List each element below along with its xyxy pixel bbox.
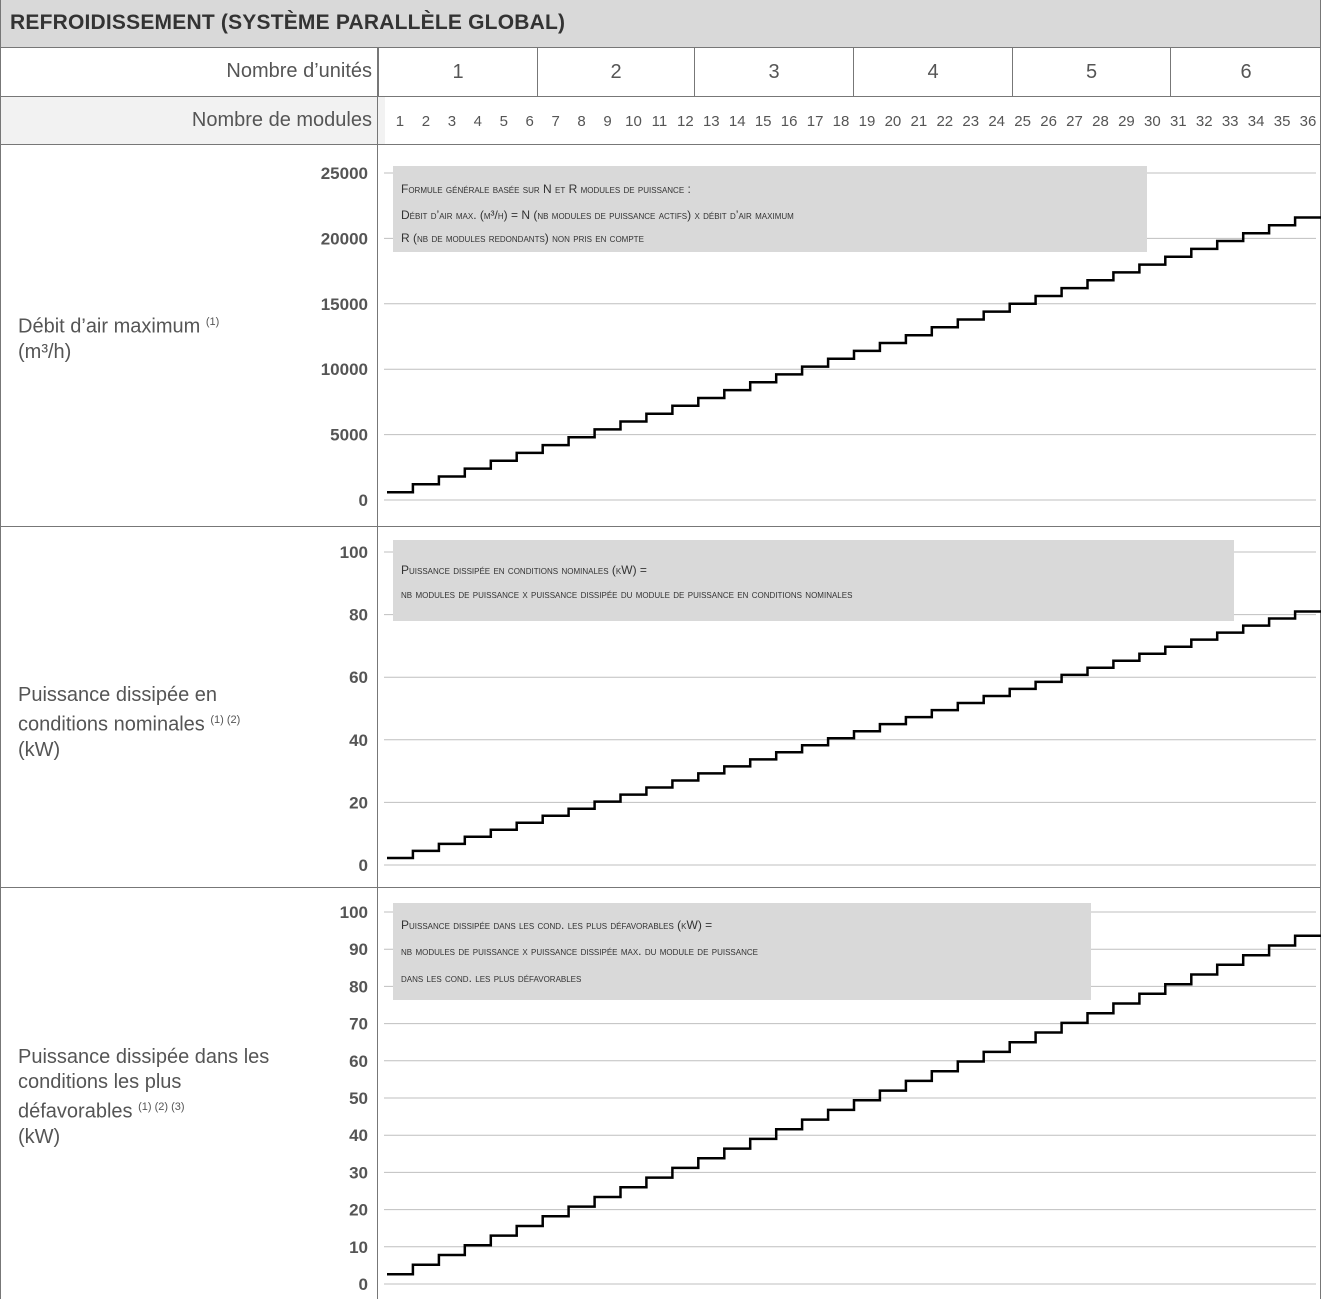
chart-panel-3: [340, 903, 1321, 1294]
module-number-35: 35: [1273, 113, 1291, 130]
airflow-label-line2: (m³/h): [18, 340, 72, 363]
y-tick-label: 40: [349, 1126, 368, 1146]
y-tick-label: 0: [358, 1275, 368, 1294]
y-tick-label: 0: [358, 856, 368, 875]
module-number-26: 26: [1040, 113, 1057, 130]
module-number-15: 15: [754, 113, 772, 130]
y-tick-label: 60: [349, 1051, 368, 1071]
nominal-label-line2: conditions nominales: [18, 713, 205, 736]
unit-cell-6: 6: [1170, 48, 1321, 96]
y-tick-label: 60: [349, 668, 368, 688]
module-number-27: 27: [1066, 113, 1083, 130]
airflow-label-line1: Débit d’air maximum: [18, 315, 201, 338]
formula-box: [393, 540, 1234, 621]
nominal-label-line1: Puissance dissipée en: [18, 684, 218, 706]
module-number-24: 24: [988, 113, 1006, 130]
unit-cell-5: 5: [1012, 48, 1170, 96]
y-tick-label: 100: [339, 903, 368, 922]
module-number-34: 34: [1247, 113, 1265, 130]
y-tick-label: 10000: [320, 360, 368, 380]
unit-cell-3: 3: [694, 48, 853, 96]
module-number-23: 23: [962, 113, 980, 130]
module-number-32: 32: [1195, 113, 1213, 130]
y-tick-label: 10: [349, 1237, 368, 1257]
table-title: REFROIDISSEMENT (SYSTÈME PARALLÈLE GLOBAL): [10, 11, 566, 34]
formula-line: Formule générale basée sur N et R modules de puissance :: [401, 182, 691, 196]
module-number-30: 30: [1144, 113, 1161, 130]
module-number-6: 6: [525, 113, 534, 130]
module-number-13: 13: [702, 113, 720, 130]
module-number-10: 10: [625, 113, 642, 130]
module-number-4: 4: [473, 113, 482, 130]
worst-label-line2: conditions les plus: [18, 1071, 182, 1093]
module-number-14: 14: [728, 113, 746, 130]
module-number-17: 17: [806, 113, 824, 130]
units-row-label: Nombre d’unités: [226, 60, 372, 82]
y-tick-label: 20: [349, 793, 368, 813]
step-series-line: [387, 218, 1321, 493]
module-number-18: 18: [832, 113, 850, 130]
y-tick-label: 20: [349, 1200, 368, 1220]
y-tick-label: 80: [349, 605, 368, 625]
modules-row-label: Nombre de modules: [191, 109, 372, 131]
y-tick-label: 0: [358, 491, 368, 510]
module-number-9: 9: [603, 113, 612, 130]
y-tick-label: 70: [349, 1014, 368, 1034]
formula-line: Puissance dissipée en conditions nominales (kW) =: [401, 563, 647, 577]
formula-line: dans les cond. les plus défavorables: [401, 971, 582, 985]
worst-label-line3: défavorables: [18, 1100, 133, 1123]
module-number-3: 3: [447, 113, 457, 130]
y-tick-label: 50: [349, 1089, 368, 1108]
y-tick-label: 20000: [320, 229, 368, 249]
airflow-label-footnotes: (1): [205, 316, 220, 328]
y-tick-label: 25000: [320, 164, 368, 183]
module-number-11: 11: [651, 113, 668, 130]
module-number-7: 7: [551, 113, 560, 130]
unit-cell-2: 2: [537, 48, 694, 96]
module-number-21: 21: [910, 113, 928, 130]
chart-panel-1: [321, 164, 1321, 510]
unit-cell-1: 1: [378, 48, 537, 96]
module-number-2: 2: [421, 113, 431, 130]
worst-label-footnotes: (1) (2) (3): [138, 1101, 185, 1113]
worst-label-line4: (kW): [18, 1125, 61, 1148]
y-tick-label: 80: [349, 977, 368, 997]
module-number-28: 28: [1092, 113, 1109, 130]
module-number-12: 12: [677, 113, 694, 130]
module-number-19: 19: [858, 113, 876, 130]
module-number-22: 22: [936, 113, 954, 130]
module-number-31: 31: [1169, 113, 1187, 130]
formula-line: R (nb de modules redondants) non pris en compte: [401, 231, 644, 245]
formula-line: nb modules de puissance x puissance dissipée max. du module de puissance: [401, 944, 758, 958]
module-number-29: 29: [1118, 113, 1135, 130]
nominal-label-line3: (kW): [18, 738, 61, 761]
formula-line: Débit d’air max. (m³/h) = N (nb modules de puissance actifs) x débit d’air maximum: [401, 208, 794, 222]
formula-line: Puissance dissipée dans les cond. les plus défavorables (kW) =: [401, 918, 713, 932]
module-number-16: 16: [780, 113, 798, 130]
y-tick-label: 100: [339, 543, 368, 562]
worst-label-line1: Puissance dissipée dans les: [18, 1046, 270, 1068]
chart-panel-2: [340, 540, 1321, 875]
y-tick-label: 30: [349, 1163, 368, 1183]
y-tick-label: 5000: [330, 425, 368, 445]
formula-line: nb modules de puissance x puissance dissipée du module de puissance en conditions nominales: [401, 587, 853, 601]
module-number-5: 5: [499, 113, 508, 130]
nominal-label-footnotes: (1) (2): [210, 714, 241, 726]
module-number-33: 33: [1221, 113, 1239, 130]
module-number-1: 1: [395, 113, 405, 130]
y-tick-label: 15000: [320, 294, 368, 314]
step-series-line: [387, 612, 1321, 859]
module-number-8: 8: [577, 113, 586, 130]
module-number-20: 20: [884, 113, 902, 130]
unit-cell-4: 4: [853, 48, 1012, 96]
module-number-36: 36: [1299, 113, 1317, 130]
y-tick-label: 90: [349, 940, 368, 960]
y-tick-label: 40: [349, 730, 368, 750]
module-number-25: 25: [1014, 113, 1031, 130]
